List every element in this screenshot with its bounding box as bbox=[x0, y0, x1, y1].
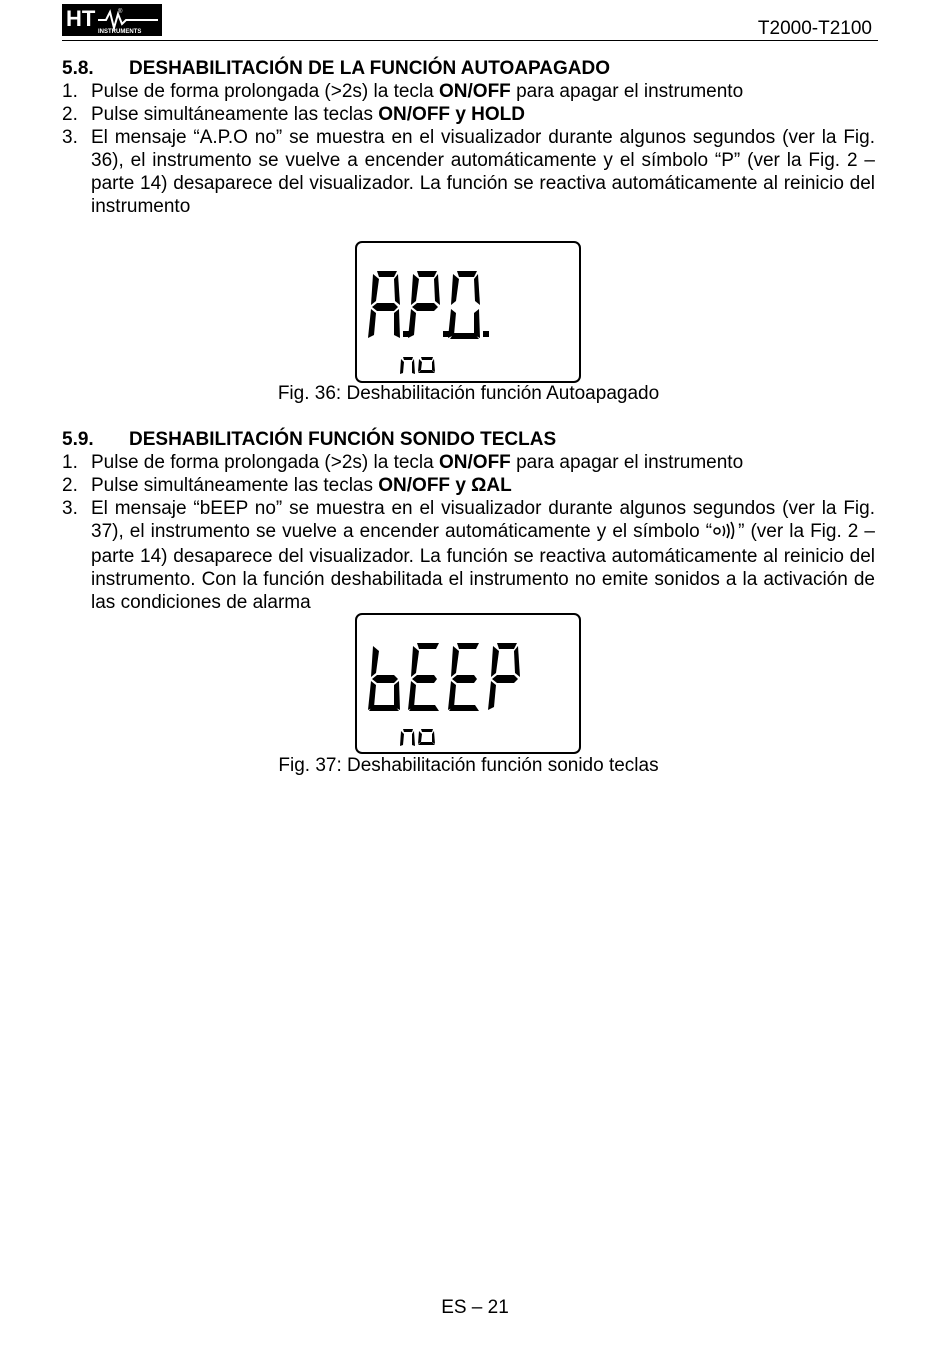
svg-text:®: ® bbox=[118, 9, 123, 15]
list-item bbox=[62, 126, 875, 218]
text-run: Pulse de forma prolongada (>2s) la tecla bbox=[91, 81, 440, 102]
text-run: ” (ver la Fig. 2 – parte 14) desaparece del visualizador. La función se reactiva automáticamente al reinicio del instrumento. Con la función deshabilitada el instrumento no emite sonidos a la activación de las condiciones de alarma bbox=[91, 521, 875, 613]
step-text bbox=[91, 497, 875, 614]
document-code: T2000-T2100 bbox=[757, 18, 872, 39]
figure-caption: Fig. 36: Deshabilitación función Autoapagado bbox=[277, 383, 660, 404]
section-5-8 bbox=[62, 57, 875, 218]
text-run: El mensaje “bEEP no” se muestra en el visualizador durante algunos segundos (ver la Fig. 37), el instrumento se vuelve a encender automáticamente y el símbolo “ bbox=[91, 498, 875, 542]
step-text bbox=[91, 474, 875, 497]
step-number: 3. bbox=[62, 127, 78, 148]
steps-list bbox=[62, 80, 875, 218]
section-5-9 bbox=[62, 428, 875, 614]
section-title: DESHABILITACIÓN DE LA FUNCIÓN AUTOAPAGADO bbox=[129, 58, 610, 79]
text-run: Pulse simultáneamente las teclas bbox=[91, 104, 379, 125]
text-run: para apagar el instrumento bbox=[510, 452, 744, 473]
step-text bbox=[91, 451, 875, 474]
figure-caption: Fig. 37: Deshabilitación función sonido teclas bbox=[278, 755, 659, 776]
step-text: El mensaje “A.P.O no” se muestra en el visualizador durante algunos segundos (ver la Fig. 36), el instrumento se vuelve a encender automáticamente y el símbolo “P” (ver la Fig. 2 – parte 14) desaparece del visualizador. La función se reactiva automáticamente al reinicio del instrumento bbox=[91, 127, 875, 217]
list-item bbox=[62, 80, 875, 103]
svg-text:INSTRUMENTS: INSTRUMENTS bbox=[98, 29, 142, 35]
step-number: 2. bbox=[62, 475, 78, 496]
page-number: ES – 21 bbox=[441, 1297, 509, 1318]
list-item bbox=[62, 474, 875, 497]
step-number: 1. bbox=[62, 452, 78, 473]
list-item bbox=[62, 103, 875, 126]
svg-text:HT: HT bbox=[66, 6, 96, 31]
key-name: ON/OFF y ΩAL bbox=[378, 475, 512, 496]
text-run: Pulse de forma prolongada (>2s) la tecla bbox=[91, 452, 440, 473]
step-number: 1. bbox=[62, 81, 78, 102]
section-heading bbox=[62, 428, 875, 451]
key-name: ON/OFF y HOLD bbox=[378, 104, 525, 125]
ht-instruments-logo bbox=[62, 4, 162, 36]
lcd-apo-segments bbox=[357, 243, 579, 381]
lcd-display-beep bbox=[355, 613, 581, 754]
list-item bbox=[62, 497, 875, 614]
section-number: 5.9. bbox=[62, 429, 94, 450]
steps-list bbox=[62, 451, 875, 614]
step-number: 2. bbox=[62, 104, 78, 125]
lcd-display-apo bbox=[355, 241, 581, 383]
key-name: ON/OFF bbox=[439, 81, 511, 102]
key-name: ON/OFF bbox=[439, 452, 511, 473]
header-divider bbox=[62, 40, 878, 41]
list-item bbox=[62, 451, 875, 474]
step-text bbox=[91, 80, 875, 103]
step-number: 3. bbox=[62, 498, 78, 519]
text-run: para apagar el instrumento bbox=[510, 81, 744, 102]
section-number: 5.8. bbox=[62, 58, 94, 79]
lcd-beep-segments bbox=[357, 615, 579, 752]
buzzer-icon bbox=[712, 521, 738, 545]
step-text bbox=[91, 103, 875, 126]
section-heading bbox=[62, 57, 875, 80]
text-run: Pulse simultáneamente las teclas bbox=[91, 475, 379, 496]
section-title: DESHABILITACIÓN FUNCIÓN SONIDO TECLAS bbox=[129, 429, 557, 450]
